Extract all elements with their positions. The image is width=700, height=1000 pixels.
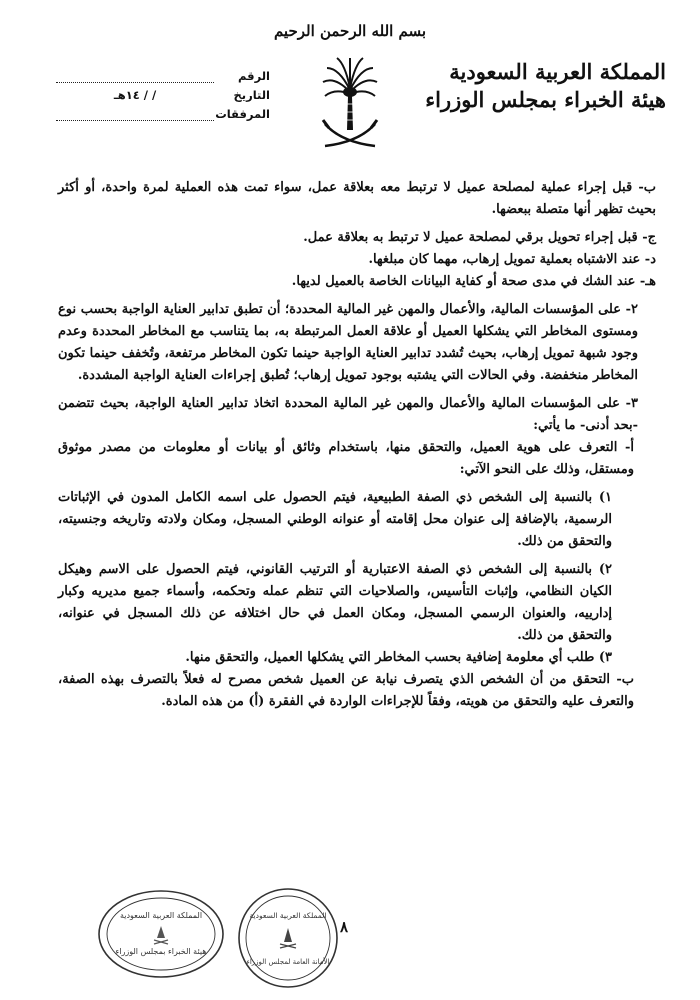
country-name: المملكة العربية السعودية [449,59,666,84]
agency-name: هيئة الخبراء بمجلس الوزراء [425,87,666,112]
secretariat-stamp-icon [236,886,340,990]
date-label: التاريخ [233,88,270,102]
number-field [56,70,214,83]
number-row [52,64,270,83]
stamp-mid-line1: المملكة العربية السعودية [249,911,327,920]
page-number: ٨ [340,918,349,936]
attachments-field [56,108,214,121]
basmala: بسم الله الرحمن الرحيم [273,22,427,40]
article-2: ٢- على المؤسسات المالية، والأعمال والمهن غير المالية المحددة؛ أن تطبق تدابير العناية الواجبة بحسب نوع ومستوى المخاطر التي يشكلها العميل أو علاقة العمل المرتبطة به، بما يتناسب مع المخاطر المحددة وعدم وجود شبهة تمويل إرهاب، بحيث تُشدد تدابير العناية الواجبة حينما تكون المخاطر مرتفعة، وتُخفف حينما تكون المخاطر منخفضة. وفي الحالات التي يشتبه بوجود تمويل إرهاب؛ تُطبق إجراءات العناية الواجبة المشددة. [58,302,638,383]
palm-swords-emblem-icon [321,54,379,150]
clause-c: ج- قبل إجراء تحويل برقي لمصلحة عميل لا ترتبط به بعلاقة عمل. [303,230,656,245]
sub-item-1: ١) بالنسبة إلى الشخص ذي الصفة الطبيعية، فيتم الحصول على اسمه الكامل المدون في الإثباتات الرسمية، بالإضافة إلى عنوان محل إقامته أو عنوانه الوطني المسجل، ومكان ولادته وتاريخه وجنسيته، والتحقق من ذلك. [58,490,612,549]
stamp-mid-line2: الأمانة العامة لمجلس الوزراء [246,958,330,966]
body-text [58,177,656,713]
sub-item-3: ٣) طلب أي معلومة إضافية بحسب المخاطر التي يشكلها العميل، والتحقق منها. [185,650,612,665]
clause-h: هـ- عند الشك في مدى صحة أو كفاية البيانات الخاصة بالعميل لديها. [291,274,656,289]
issuer-heading [406,58,666,114]
agency-stamp-icon [96,888,226,980]
item-a: أ- التعرف على هوية العميل، والتحقق منها، باستخدام وثائق أو بيانات أو معلومات من مصدر موثوق ومستقل، وذلك على النحو الآتي: [58,440,634,477]
attachments-row [52,102,270,121]
clause-d: د- عند الاشتباه بعملية تمويل إرهاب، مهما كان مبلغها. [368,252,656,267]
stamp-left-line1: المملكة العربية السعودية [119,911,203,920]
article-3: ٣- على المؤسسات المالية والأعمال والمهن غير المالية المحددة اتخاذ تدابير العناية الواجبة، بحيث تتضمن -بحد أدنى- ما يأتي: [58,396,638,433]
reference-block [52,64,270,121]
stamp-left-line2: هيئة الخبراء بمجلس الوزراء [115,947,207,956]
sub-item-2: ٢) بالنسبة إلى الشخص ذي الصفة الاعتبارية أو الترتيب القانوني، فيتم الحصول على الاسم وهيكل الكيان النظامي، وإثبات التأسيس، والصلاحيات التي تنظم عمله وتحكمه، وأسماء جميع مديريه وكبار إدارييه، والعنوان الرسمي المسجل، ومكان العمل في حال اختلافه عن ذلك المسجل في عنوانه، والتحقق من ذلك. [58,562,612,643]
item-b: ب- التحقق من أن الشخص الذي يتصرف نيابة عن العميل شخص مصرح له فعلاً بالتصرف بهذه الصفة، والتعرف عليه والتحقق من هويته، وفقاً للإجراءات الواردة في الفقرة (أ) من هذه المادة. [58,672,634,709]
attachments-label: المرفقات [215,107,270,121]
date-row [52,83,270,102]
date-value: / / ١٤هـ [113,88,157,102]
clause-b: ب- قبل إجراء عملية لمصلحة عميل لا ترتبط معه بعلاقة عمل، سواء تمت هذه العملية لمرة واحدة، أو أكثر بحيث تظهر أنها متصلة ببعضها. [58,180,656,217]
number-label: الرقم [238,69,270,83]
